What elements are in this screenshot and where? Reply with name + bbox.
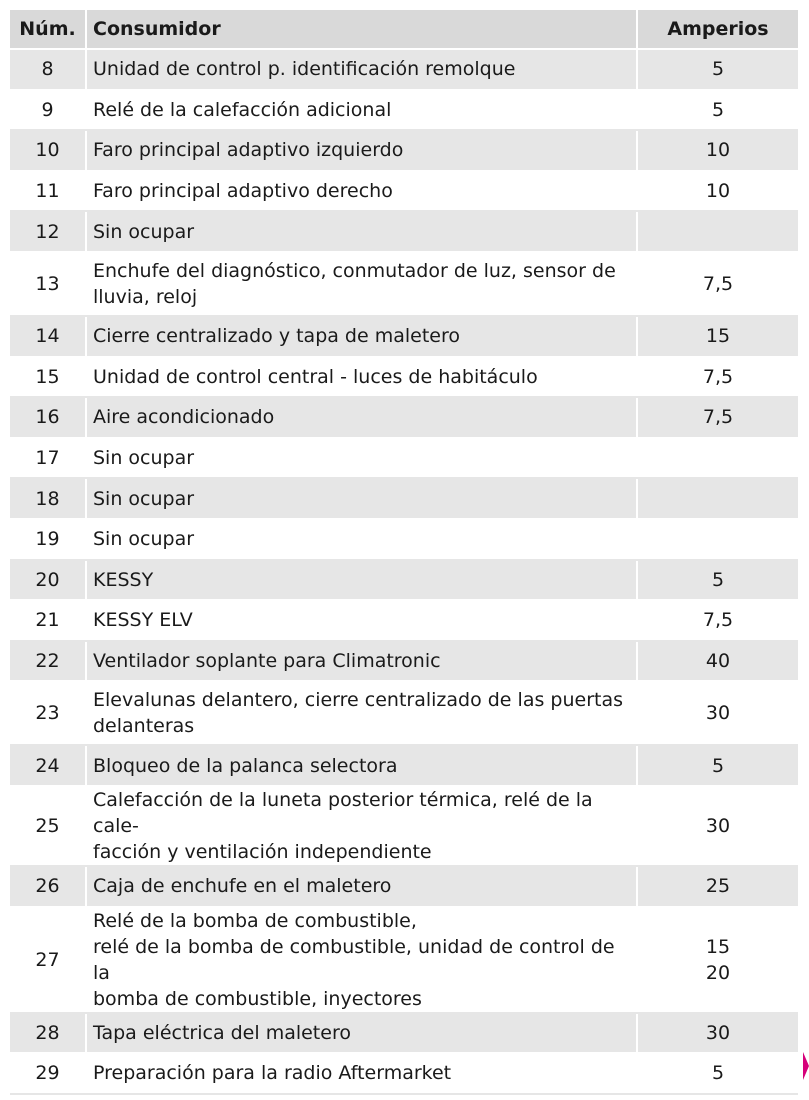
consumer-text: Sin ocupar bbox=[93, 220, 195, 243]
consumer-text: Relé de la calefacción adicional bbox=[93, 98, 392, 121]
amperage-cell bbox=[637, 252, 798, 316]
fuse-number: 11 bbox=[10, 171, 86, 212]
consumer-text: Unidad de control p. identificación remolque bbox=[93, 58, 516, 81]
table-row bbox=[10, 130, 798, 171]
amperage-value: 20 bbox=[705, 961, 731, 984]
fuse-number: 22 bbox=[10, 641, 86, 682]
fuse-number: 14 bbox=[10, 316, 86, 357]
amperage-cell bbox=[637, 1053, 798, 1094]
amperage-value: 30 bbox=[705, 702, 731, 725]
consumer-cell bbox=[86, 49, 637, 90]
amperage-value: 5 bbox=[711, 568, 725, 591]
amperage-value: 7,5 bbox=[702, 272, 734, 295]
amperage-value: 5 bbox=[711, 98, 725, 121]
amperage-value: 5 bbox=[711, 754, 725, 777]
amperage-value: 15 bbox=[705, 935, 731, 958]
fuse-number: 26 bbox=[10, 866, 86, 907]
amperage-cell bbox=[637, 130, 798, 171]
header-consumer: Consumidor bbox=[86, 10, 637, 49]
amperage-value: 10 bbox=[705, 180, 731, 203]
fuse-number: 25 bbox=[10, 786, 86, 866]
consumer-text: Unidad de control central - luces de habitáculo bbox=[93, 365, 538, 388]
consumer-text: Aire acondicionado bbox=[93, 406, 275, 429]
table-row bbox=[10, 357, 798, 398]
amperage-cell bbox=[637, 600, 798, 641]
table-row bbox=[10, 316, 798, 357]
table-row bbox=[10, 1013, 798, 1054]
amperage-cell bbox=[637, 745, 798, 786]
amperage-cell bbox=[637, 866, 798, 907]
table-row bbox=[10, 681, 798, 745]
table-row bbox=[10, 600, 798, 641]
consumer-text: Sin ocupar bbox=[93, 447, 195, 470]
amperage-value: 7,5 bbox=[702, 609, 734, 632]
amperage-cell bbox=[637, 641, 798, 682]
table-row bbox=[10, 211, 798, 252]
consumer-cell bbox=[86, 478, 637, 519]
table-row bbox=[10, 438, 798, 479]
table-row bbox=[10, 866, 798, 907]
amperage-cell bbox=[637, 171, 798, 212]
amperage-value: 5 bbox=[711, 1062, 725, 1085]
consumer-text: Relé de la bomba de combustible, bbox=[93, 909, 417, 932]
header-num: Núm. bbox=[10, 10, 86, 49]
consumer-cell bbox=[86, 641, 637, 682]
table-row bbox=[10, 90, 798, 131]
consumer-cell bbox=[86, 357, 637, 398]
table-row bbox=[10, 786, 798, 866]
amperage-cell bbox=[637, 478, 798, 519]
amperage-cell bbox=[637, 438, 798, 479]
page-continue-arrow-icon bbox=[803, 1052, 809, 1080]
fuse-number: 10 bbox=[10, 130, 86, 171]
amperage-cell bbox=[637, 1013, 798, 1054]
amperage-cell bbox=[637, 786, 798, 866]
fuse-number: 8 bbox=[10, 49, 86, 90]
fuse-number: 16 bbox=[10, 397, 86, 438]
consumer-cell bbox=[86, 438, 637, 479]
amperage-value: 15 bbox=[705, 325, 731, 348]
consumer-text: KESSY bbox=[93, 568, 154, 591]
table-body bbox=[10, 49, 798, 1094]
table-row bbox=[10, 745, 798, 786]
fuse-number: 15 bbox=[10, 357, 86, 398]
consumer-cell bbox=[86, 1053, 637, 1094]
fuse-number: 29 bbox=[10, 1053, 86, 1094]
consumer-cell bbox=[86, 211, 637, 252]
consumer-cell bbox=[86, 786, 637, 866]
consumer-cell bbox=[86, 316, 637, 357]
consumer-text: Elevalunas delantero, cierre centralizado de las puertas bbox=[93, 689, 623, 712]
consumer-cell bbox=[86, 866, 637, 907]
fuse-number: 12 bbox=[10, 211, 86, 252]
fuse-number: 9 bbox=[10, 90, 86, 131]
fuse-number: 21 bbox=[10, 600, 86, 641]
consumer-text: Bloqueo de la palanca selectora bbox=[93, 754, 398, 777]
table-row bbox=[10, 560, 798, 601]
consumer-text: Sin ocupar bbox=[93, 487, 195, 510]
fuse-table bbox=[10, 10, 798, 1095]
consumer-cell bbox=[86, 1013, 637, 1054]
consumer-text: bomba de combustible, inyectores bbox=[93, 987, 422, 1010]
amperage-cell bbox=[637, 357, 798, 398]
fuse-number: 24 bbox=[10, 745, 86, 786]
table-row bbox=[10, 519, 798, 560]
fuse-number: 19 bbox=[10, 519, 86, 560]
amperage-cell bbox=[637, 211, 798, 252]
amperage-value: 5 bbox=[711, 58, 725, 81]
fuse-number: 28 bbox=[10, 1013, 86, 1054]
table-row bbox=[10, 478, 798, 519]
consumer-text: Calefacción de la luneta posterior térmica, relé de la cale- bbox=[93, 788, 593, 837]
amperage-value: 10 bbox=[705, 139, 731, 162]
fuse-number: 13 bbox=[10, 252, 86, 316]
consumer-text: Enchufe del diagnóstico, conmutador de luz, sensor de bbox=[93, 259, 616, 282]
amperage-cell bbox=[637, 397, 798, 438]
header-amps: Amperios bbox=[637, 10, 798, 49]
consumer-text: lluvia, reloj bbox=[93, 285, 198, 308]
fuse-number: 23 bbox=[10, 681, 86, 745]
consumer-text: Caja de enchufe en el maletero bbox=[93, 875, 392, 898]
table-header bbox=[10, 10, 798, 49]
consumer-text: delanteras bbox=[93, 715, 195, 738]
amperage-cell bbox=[637, 90, 798, 131]
table-row bbox=[10, 397, 798, 438]
consumer-text: Ventilador soplante para Climatronic bbox=[93, 650, 441, 673]
table-row bbox=[10, 907, 798, 1013]
consumer-text: Preparación para la radio Aftermarket bbox=[93, 1062, 452, 1085]
amperage-value: 7,5 bbox=[702, 365, 734, 388]
fuse-number: 27 bbox=[10, 907, 86, 1013]
table-row bbox=[10, 171, 798, 212]
consumer-cell bbox=[86, 130, 637, 171]
consumer-text: Faro principal adaptivo izquierdo bbox=[93, 139, 404, 162]
amperage-cell bbox=[637, 560, 798, 601]
amperage-cell bbox=[637, 316, 798, 357]
consumer-cell bbox=[86, 600, 637, 641]
fuse-number: 18 bbox=[10, 478, 86, 519]
consumer-cell bbox=[86, 681, 637, 745]
fuse-number: 17 bbox=[10, 438, 86, 479]
consumer-text: facción y ventilación independiente bbox=[93, 840, 432, 863]
amperage-value: 30 bbox=[705, 814, 731, 837]
consumer-cell bbox=[86, 560, 637, 601]
table-row bbox=[10, 641, 798, 682]
amperage-value: 40 bbox=[705, 650, 731, 673]
amperage-cell bbox=[637, 49, 798, 90]
consumer-text: Faro principal adaptivo derecho bbox=[93, 180, 393, 203]
amperage-cell bbox=[637, 681, 798, 745]
amperage-value: 7,5 bbox=[702, 406, 734, 429]
amperage-cell bbox=[637, 907, 798, 1013]
consumer-cell bbox=[86, 907, 637, 1013]
table-row bbox=[10, 49, 798, 90]
consumer-text: relé de la bomba de combustible, unidad de control de la bbox=[93, 935, 615, 984]
consumer-cell bbox=[86, 171, 637, 212]
fuse-number: 20 bbox=[10, 560, 86, 601]
consumer-text: Sin ocupar bbox=[93, 528, 195, 551]
consumer-cell bbox=[86, 90, 637, 131]
consumer-text: Cierre centralizado y tapa de maletero bbox=[93, 325, 461, 348]
consumer-cell bbox=[86, 397, 637, 438]
table-row bbox=[10, 252, 798, 316]
consumer-text: KESSY ELV bbox=[93, 609, 193, 632]
amperage-value: 25 bbox=[705, 875, 731, 898]
table-row bbox=[10, 1053, 798, 1094]
amperage-cell bbox=[637, 519, 798, 560]
consumer-text: Tapa eléctrica del maletero bbox=[93, 1021, 351, 1044]
consumer-cell bbox=[86, 252, 637, 316]
amperage-value: 30 bbox=[705, 1021, 731, 1044]
consumer-cell bbox=[86, 745, 637, 786]
consumer-cell bbox=[86, 519, 637, 560]
